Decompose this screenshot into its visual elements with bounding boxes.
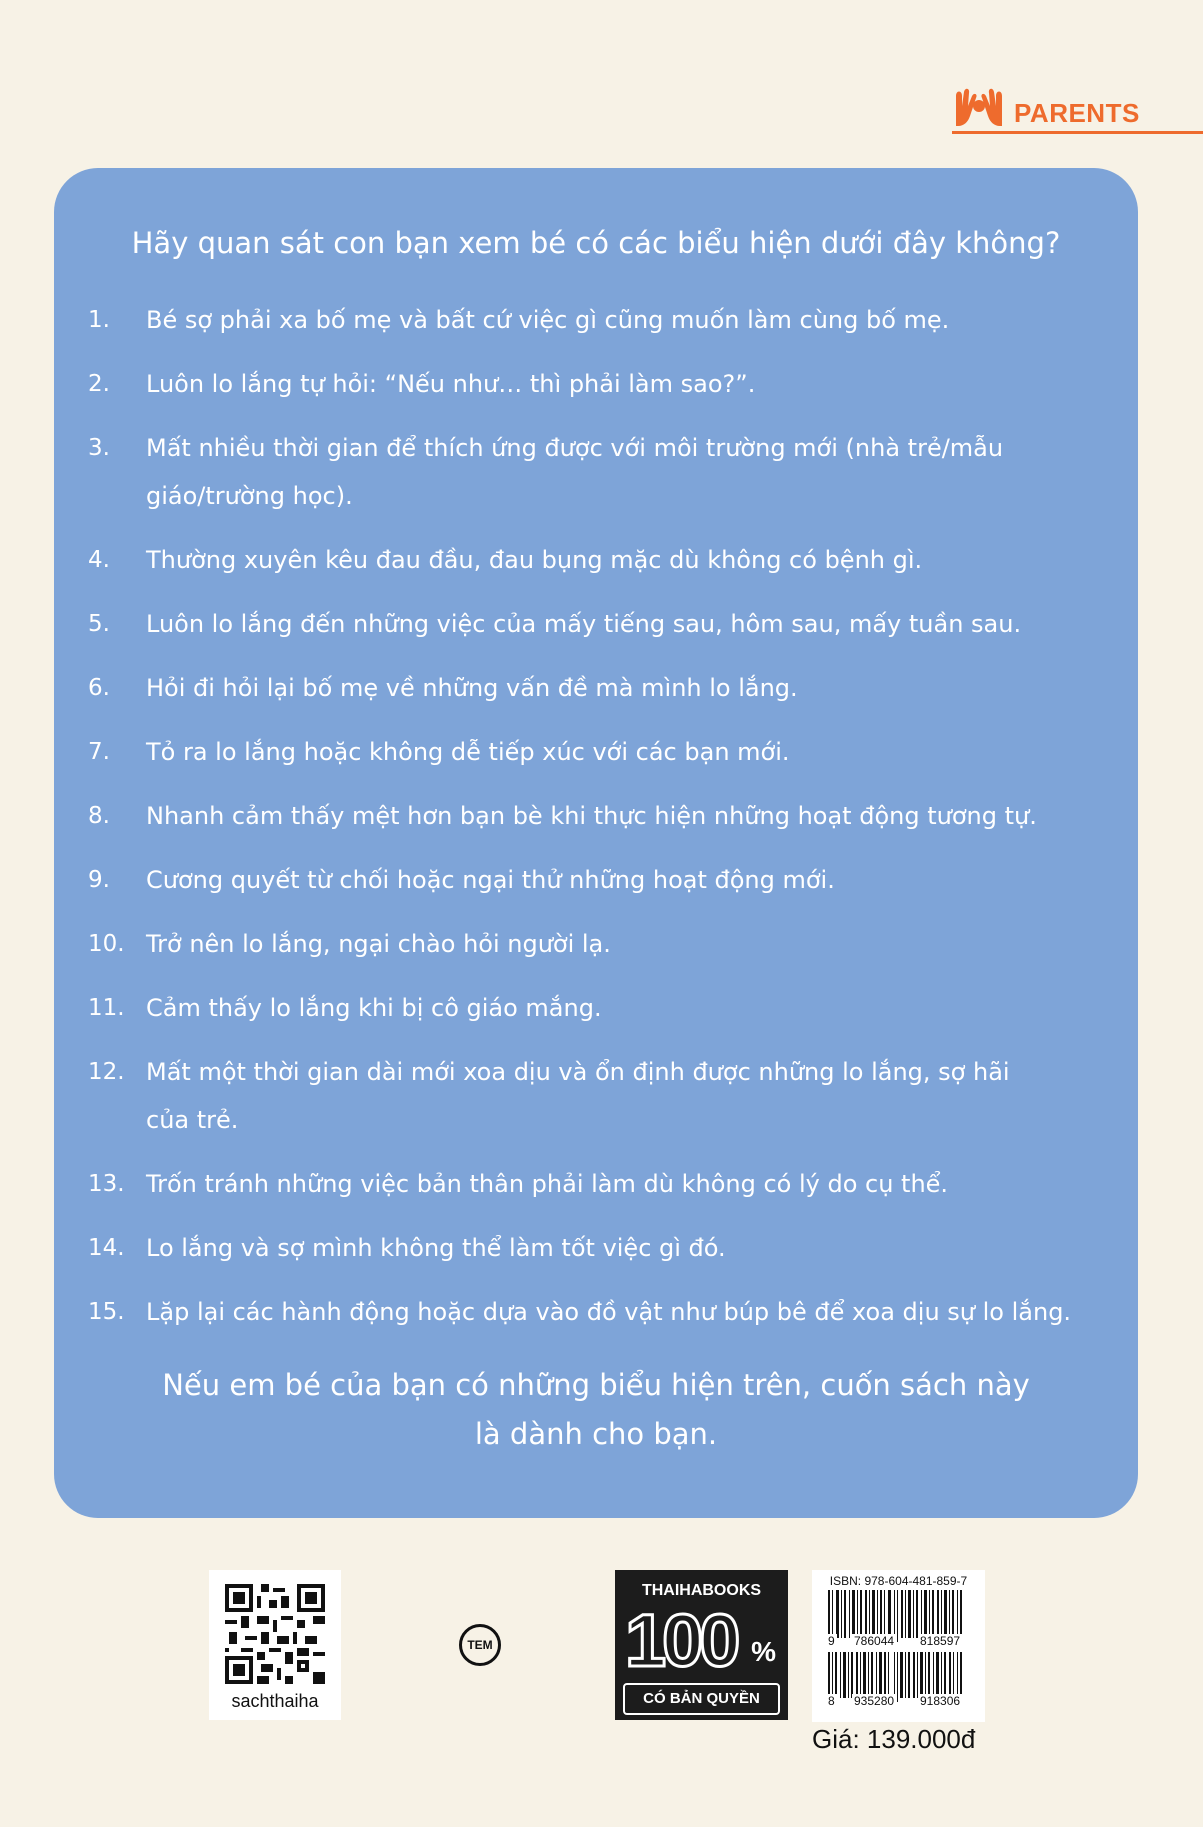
badge-number: 100 — [625, 1599, 737, 1682]
item-text-continued: giáo/trường học). — [146, 482, 353, 510]
barcode-digit: 918306 — [920, 1694, 961, 1708]
item-number: 15. — [88, 1299, 125, 1325]
item-text: Lo lắng và sợ mình không thể làm tốt việc gì đó. — [146, 1234, 726, 1262]
item-text: Tỏ ra lo lắng hoặc không dễ tiếp xúc với các bạn mới. — [146, 738, 790, 766]
badge-brand: THAIHABOOKS — [641, 1582, 762, 1599]
item-number: 12. — [88, 1059, 125, 1085]
brand-parents-logo — [952, 82, 1203, 136]
item-text: Hỏi đi hỏi lại bố mẹ về những vấn đề mà mình lo lắng. — [146, 674, 798, 702]
item-number: 1. — [88, 307, 110, 333]
item-number: 2. — [88, 371, 110, 397]
item-text: Lặp lại các hành động hoặc dựa vào đồ vật như búp bê để xoa dịu sự lo lắng. — [146, 1298, 1072, 1326]
closing-line: là dành cho bạn. — [474, 1417, 718, 1451]
barcode-digit: 786044 — [854, 1634, 895, 1648]
item-number: 13. — [88, 1171, 125, 1197]
item-text: Nhanh cảm thấy mệt hơn bạn bè khi thực hiện những hoạt động tương tự. — [146, 802, 1037, 830]
barcode-digit: 9 — [828, 1634, 835, 1648]
barcode-digit: 818597 — [920, 1634, 961, 1648]
item-text: Cương quyết từ chối hoặc ngại thử những hoạt động mới. — [146, 866, 835, 894]
badge-percent: % — [751, 1636, 776, 1667]
item-text: Cảm thấy lo lắng khi bị cô giáo mắng. — [146, 994, 602, 1022]
item-number: 6. — [88, 675, 110, 701]
item-text: Luôn lo lắng tự hỏi: “Nếu như… thì phải làm sao?”. — [146, 370, 756, 398]
item-number: 10. — [88, 931, 125, 957]
item-number: 11. — [88, 995, 125, 1021]
panel-heading: Hãy quan sát con bạn xem bé có các biểu hiện dưới đây không? — [131, 226, 1061, 260]
qr-label: sachthaiha — [231, 1691, 319, 1711]
isbn-barcode — [812, 1570, 985, 1722]
item-number: 14. — [88, 1235, 125, 1261]
item-text: Trốn tránh những việc bản thân phải làm dù không có lý do cụ thể. — [146, 1170, 949, 1198]
brand-underline — [952, 131, 1203, 134]
item-text: Mất một thời gian dài mới xoa dịu và ổn định được những lo lắng, sợ hãi — [146, 1058, 1010, 1086]
qr-code-icon — [225, 1584, 325, 1684]
hands-icon — [952, 82, 1006, 130]
brand-label: PARENTS — [1014, 98, 1140, 128]
item-text: Bé sợ phải xa bố mẹ và bất cứ việc gì cũng muốn làm cùng bố mẹ. — [146, 306, 950, 334]
item-number: 8. — [88, 803, 110, 829]
closing-statement — [54, 1361, 1138, 1459]
item-number: 9. — [88, 867, 110, 893]
closing-line: Nếu em bé của bạn có những biểu hiện trên, cuốn sách này — [162, 1368, 1030, 1402]
item-text: Luôn lo lắng đến những việc của mấy tiếng sau, hôm sau, mấy tuần sau. — [146, 610, 1022, 638]
copyright-badge — [615, 1570, 788, 1720]
item-number: 3. — [88, 435, 110, 461]
item-text-continued: của trẻ. — [146, 1106, 239, 1134]
item-text: Mất nhiều thời gian để thích ứng được với môi trường mới (nhà trẻ/mẫu — [146, 434, 1004, 462]
barcode-digit: 8 — [828, 1694, 835, 1708]
badge-subtitle: CÓ BẢN QUYỀN — [623, 1683, 780, 1715]
item-text: Thường xuyên kêu đau đầu, đau bụng mặc dù không có bệnh gì. — [146, 546, 923, 574]
qr-code — [209, 1570, 341, 1720]
price-label: Giá: 139.000đ — [812, 1724, 976, 1754]
tem-stamp: TEM — [459, 1624, 501, 1666]
item-number: 4. — [88, 547, 110, 573]
barcode-digit: 935280 — [854, 1694, 895, 1708]
item-text: Trở nên lo lắng, ngại chào hỏi người lạ. — [146, 930, 611, 958]
isbn-text: ISBN: 978-604-481-859-7 — [829, 1574, 968, 1588]
checklist-panel — [54, 168, 1138, 1518]
item-number: 5. — [88, 611, 110, 637]
item-number: 7. — [88, 739, 110, 765]
